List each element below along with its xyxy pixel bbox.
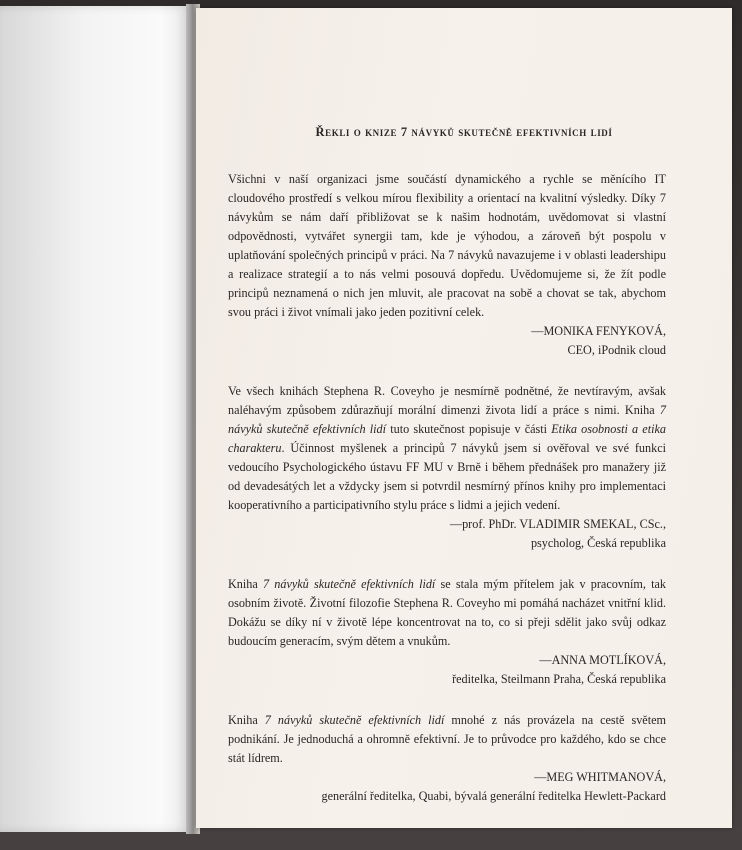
testimonial-quote: Kniha 7 návyků skutečně efektivních lidí mnohé z nás provázela na cestě světem podnikání. Je jednoduchá a ohromně efektivní. Je to průvodce pro každého, kdo se chce stát lídrem. — [228, 713, 666, 765]
testimonial-author: —MEG WHITMANOVÁ, — [534, 770, 666, 784]
left-blank-page — [0, 6, 190, 832]
page-heading: Řekli o knize 7 návyků skutečně efektivních lidí — [315, 125, 613, 139]
testimonial-author: —ANNA MOTLÍKOVÁ, — [539, 653, 666, 667]
testimonial-quote: Ve všech knihách Stephena R. Coveyho je nesmírně podnětné, že nevtíravým, avšak naléhavým způsobem zdůrazňují morální dimenzi života lidí a práce s nimi. Kniha 7 návyků skutečně efektivních lidí tuto skutečnost popisuje v části Etika osobnosti a etika charakteru. Účinnost myšlenek a principů 7 návyků jsem si ověřoval ve své funkci vedoucího Psychologického ústavu FF MU v Brně i během přednášek pro manažery již od devadesátých let a vždycky jsem si potvrdil nesmírný přínos knihy pro implementaci kooperativního a participativního stylu práce s lidmi a jejich vedení. — [228, 384, 666, 512]
testimonial-block — [228, 382, 666, 553]
testimonial-quote: Kniha 7 návyků skutečně efektivních lidí se stala mým přítelem jak v pracovním, tak osobním životě. Životní filozofie Stephena R. Coveyho mi pomáhá nacházet vnitřní klid. Dokážu se díky ní v životě lépe koncentrovat na to, co si přeji sdělit jako svůj odkaz budoucím generacím, svým dětem a vnukům. — [228, 577, 667, 648]
testimonial-quote: Všichni v naší organizaci jsme součástí dynamického a rychle se měnícího IT cloudového prostředí s velkou mírou flexibility a orientací na kvalitní výsledky. Díky 7 návykům se nám daří přibližovat se k našim hodnotám, uvědomovat si vlastní odpovědnosti, vytvářet synergii tam, kde je výhodou, a zároveň být pospolu v uplatňování společných principů v práci. Na 7 návyků navazujeme i v oblasti leadershipu a realizace strategií a to nás velmi posouvá dopředu. Uvědomujeme si, že žít podle principů neznamená o nich jen mluvit, ale pracovat na sobě a chovat se tak, abychom svou práci i život vnímali jako jeden pozitivní celek. — [228, 172, 666, 319]
testimonial-role: CEO, iPodnik cloud — [567, 343, 666, 357]
right-page — [196, 8, 732, 828]
testimonial-role: psycholog, Česká republika — [530, 536, 666, 550]
testimonial-author: —MONIKA FENYKOVÁ, — [531, 324, 666, 338]
testimonials — [228, 170, 666, 828]
testimonial-role: generální ředitelka, Quabi, bývalá generální ředitelka Hewlett-Packard — [321, 789, 666, 803]
testimonial-author: —prof. PhDr. VLADIMIR SMEKAL, CSc., — [449, 517, 666, 531]
testimonial-block — [228, 575, 666, 689]
testimonial-block — [228, 711, 666, 806]
testimonial-block — [228, 170, 666, 360]
testimonial-role: ředitelka, Steilmann Praha, Česká republika — [452, 672, 666, 686]
